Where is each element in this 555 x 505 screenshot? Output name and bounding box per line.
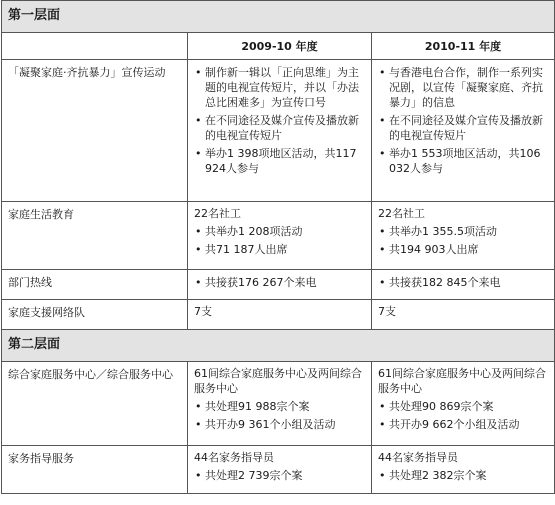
section-row-first	[2, 1, 555, 33]
cell-housework-2010-11	[372, 446, 555, 494]
bullet-item: • 共接获182 845个来电	[378, 275, 548, 290]
cell-campaign-2010-11	[372, 60, 555, 202]
row-label-campaign: 「凝聚家庭‧齐抗暴力」宣传运动	[2, 60, 188, 202]
table-row-hotline	[2, 270, 555, 300]
cell-hotline-2010-11	[372, 270, 555, 300]
bullet-item: • 在不同途径及媒介宣传及播放新的电视宣传短片	[378, 113, 548, 143]
cell-housework-2009-10	[188, 446, 372, 494]
bullet-item: • 举办1 398项地区活动，共117 924人参与	[194, 146, 365, 176]
column-header-2009-10: 2009-10 年度	[188, 33, 372, 60]
cell-campaign-2009-10	[188, 60, 372, 202]
bullet-item: • 共举办1 355.5项活动	[378, 224, 548, 239]
row-label-hotline: 部门热线	[2, 270, 188, 300]
header-row	[2, 33, 555, 60]
table-row-education	[2, 202, 555, 270]
table-row-network	[2, 300, 555, 330]
table-row-housework	[2, 446, 555, 494]
table-row-campaign	[2, 60, 555, 202]
cell-heading: 44名家务指导员	[194, 451, 274, 464]
section-row-second	[2, 330, 555, 362]
bullet-item: • 共处理2 739宗个案	[194, 468, 365, 483]
bullet-item: • 共接获176 267个来电	[194, 275, 365, 290]
row-label-housework: 家务指导服务	[2, 446, 188, 494]
bullet-item: • 共处理2 382宗个案	[378, 468, 548, 483]
cell-ifsc-2010-11	[372, 362, 555, 446]
cell-education-2010-11	[372, 202, 555, 270]
bullet-item: • 共开办9 361个小组及活动	[194, 417, 365, 432]
row-label-ifsc: 综合家庭服务中心／综合服务中心	[2, 362, 188, 446]
cell-heading: 44名家务指导员	[378, 451, 458, 464]
section-title-first: 第一层面	[2, 1, 555, 33]
bullet-item: • 共举办1 208项活动	[194, 224, 365, 239]
cell-network-2010-11: 7支	[372, 300, 555, 330]
bullet-item: • 共处理90 869宗个案	[378, 399, 548, 414]
bullet-item: • 共处理91 988宗个案	[194, 399, 365, 414]
cell-heading: 22名社工	[378, 207, 425, 220]
bullet-item: • 共71 187人出席	[194, 242, 365, 257]
cell-education-2009-10	[188, 202, 372, 270]
cell-ifsc-2009-10	[188, 362, 372, 446]
bullet-item: • 举办1 553项地区活动，共106 032人参与	[378, 146, 548, 176]
cell-hotline-2009-10	[188, 270, 372, 300]
section-title-second: 第二层面	[2, 330, 555, 362]
cell-heading: 61间综合家庭服务中心及两间综合服务中心	[194, 367, 362, 395]
row-label-education: 家庭生活教育	[2, 202, 188, 270]
services-table	[1, 0, 555, 494]
bullet-item: • 制作新一辑以「正向思维」为主题的电视宣传短片，并以「办法总比困难多」为宣传口号	[194, 65, 365, 110]
bullet-item: • 共开办9 662个小组及活动	[378, 417, 548, 432]
column-header-2010-11: 2010-11 年度	[372, 33, 555, 60]
row-label-network: 家庭支援网络队	[2, 300, 188, 330]
cell-network-2009-10: 7支	[188, 300, 372, 330]
table-row-ifsc	[2, 362, 555, 446]
bullet-item: • 与香港电台合作，制作一系列实况剧，以宣传「凝聚家庭、齐抗暴力」的信息	[378, 65, 548, 110]
header-blank-cell	[2, 33, 188, 60]
cell-heading: 22名社工	[194, 207, 241, 220]
bullet-item: • 共194 903人出席	[378, 242, 548, 257]
cell-heading: 61间综合家庭服务中心及两间综合服务中心	[378, 367, 546, 395]
bullet-item: • 在不同途径及媒介宣传及播放新的电视宣传短片	[194, 113, 365, 143]
